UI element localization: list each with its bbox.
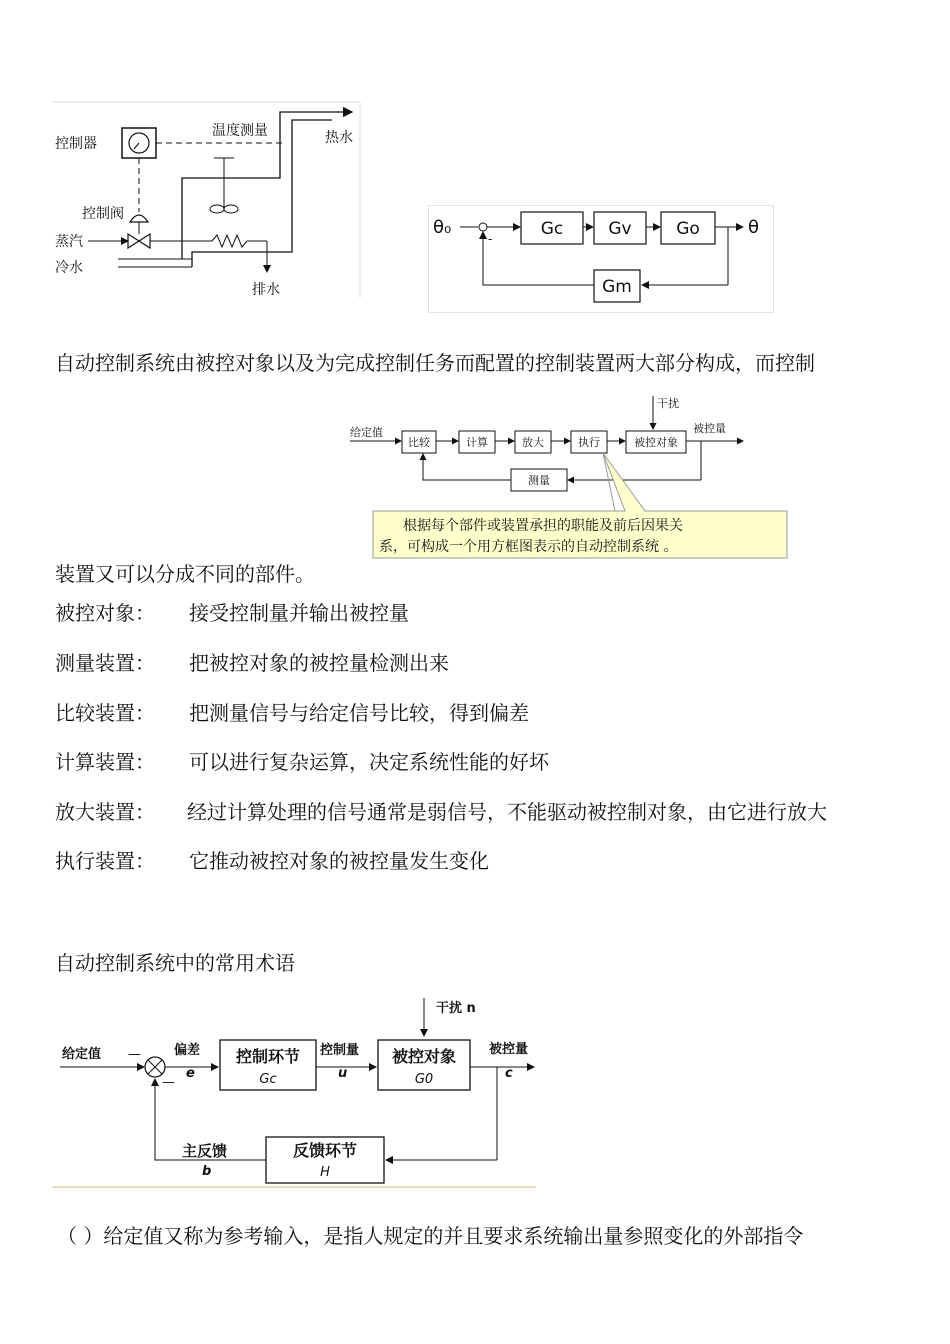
steam-label: 蒸汽	[55, 234, 83, 250]
cold-water-label: 冷水	[55, 260, 83, 276]
block-diagram-components	[345, 392, 795, 560]
definition-desc: 把被控对象的被控量检测出来	[189, 651, 449, 675]
control-label: 控制量	[320, 1043, 360, 1058]
error-symbol: e	[186, 1066, 195, 1081]
error-label: 偏差	[174, 1043, 201, 1058]
process-schematic	[52, 100, 364, 300]
definition-row	[55, 699, 529, 727]
paragraph-intro-line1: 自动控制系统由被控对象以及为完成控制任务而配置的控制装置两大部分构成，而控制	[55, 351, 815, 375]
block-actuate-label: 执行	[578, 436, 600, 449]
summing-junction	[479, 223, 487, 231]
definition-row	[55, 798, 827, 826]
feedback-symbol: b	[202, 1164, 212, 1179]
disturbance-label: 干扰 n	[436, 1001, 476, 1016]
input-theta0: θ₀	[433, 217, 452, 238]
output-theta: θ	[748, 217, 760, 238]
block-compare-label: 比较	[408, 436, 430, 449]
final-line: （ ）给定值又称为参考输入，是指人规定的并且要求系统输出量参照变化的外部指令	[57, 1224, 804, 1248]
definition-desc: 它推动被控对象的被控量发生变化	[189, 849, 489, 873]
callout-line2: 系，可构成一个用方框图表示的自动控制系统 。	[379, 539, 678, 555]
paragraph-intro-line2: 装置又可以分成不同的部件。	[55, 562, 315, 586]
block-gv-label: Gv	[608, 219, 632, 239]
block-plant-symbol: G0	[414, 1072, 434, 1087]
temp-measure-label: 温度测量	[212, 123, 268, 139]
block-diagram-temperature	[428, 205, 774, 313]
hot-water-label: 热水	[325, 130, 353, 146]
control-symbol: u	[338, 1066, 348, 1081]
block-compute-label: 计算	[466, 436, 488, 449]
block-measure-label: 测量	[528, 474, 550, 487]
block-feedback-symbol: H	[320, 1165, 330, 1180]
block-go-label: Go	[676, 219, 700, 239]
callout-line1: 根据每个部件或装置承担的职能及前后因果关	[403, 518, 683, 534]
control-valve-label: 控制阀	[82, 206, 124, 222]
minus-sign: -	[488, 232, 493, 246]
section-title: 自动控制系统中的常用术语	[55, 951, 295, 975]
definition-row	[55, 599, 409, 627]
definition-term: 执行装置：	[55, 849, 155, 873]
definition-term: 计算装置：	[55, 750, 155, 774]
definition-term: 测量装置：	[55, 651, 155, 675]
valve-icon	[128, 234, 150, 248]
setpoint-label: 给定值	[350, 426, 383, 439]
coil-icon	[212, 235, 247, 247]
definition-desc: 把测量信号与给定信号比较，得到偏差	[189, 701, 529, 725]
minus-top: —	[128, 1047, 141, 1062]
block-controller-symbol: Gc	[259, 1072, 277, 1087]
block-plant-label: 被控对象	[634, 436, 678, 449]
output-symbol: c	[505, 1066, 513, 1081]
definition-term: 比较装置：	[55, 701, 155, 725]
definition-term: 被控对象：	[55, 601, 155, 625]
disturbance-label: 干扰	[657, 397, 679, 410]
block-amplify-label: 放大	[522, 436, 544, 449]
definition-row	[55, 847, 489, 875]
minus-bottom: —	[162, 1075, 175, 1090]
setpoint-label: 给定值	[62, 1047, 102, 1062]
definition-row	[55, 649, 449, 677]
definition-term: 放大装置：	[55, 800, 155, 824]
output-label: 被控量	[693, 422, 726, 435]
valve-actuator-icon	[130, 215, 148, 222]
definition-desc: 经过计算处理的信号通常是弱信号，不能驱动被控制对象，由它进行放大	[187, 800, 827, 824]
block-gc-label: Gc	[540, 219, 564, 239]
block-diagram-terminology	[52, 992, 538, 1190]
block-controller-title: 控制环节	[235, 1047, 301, 1066]
output-label: 被控量	[489, 1042, 529, 1057]
feedback-label: 主反馈	[182, 1142, 228, 1160]
definition-row	[55, 748, 549, 776]
definition-desc: 接受控制量并输出被控量	[189, 601, 409, 625]
stirrer-icon	[210, 205, 224, 213]
block-gm-label: Gm	[602, 277, 632, 297]
definition-desc: 可以进行复杂运算，决定系统性能的好坏	[189, 750, 549, 774]
block-plant-title: 被控对象	[391, 1047, 457, 1066]
drain-label: 排水	[252, 282, 280, 298]
block-feedback-title: 反馈环节	[292, 1141, 358, 1160]
controller-label: 控制器	[55, 136, 97, 152]
